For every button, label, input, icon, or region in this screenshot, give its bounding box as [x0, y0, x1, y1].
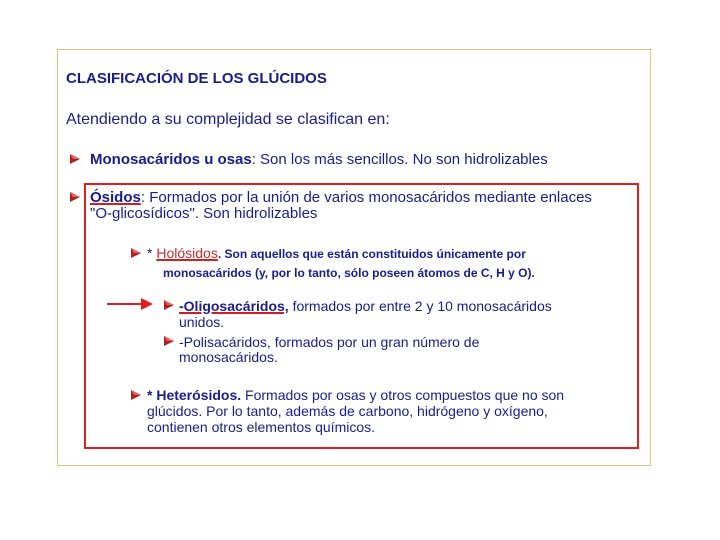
bullet-icon	[131, 390, 141, 400]
monosacaridos-term: Monosacáridos u osas	[90, 151, 252, 168]
polisacaridos-line1: -Polisacáridos, formados por un gran número de	[179, 334, 480, 350]
osidos-desc-line1: : Formados por la unión de varios monosacáridos mediante enlaces	[140, 189, 592, 206]
oligosacaridos-desc-line2: unidos.	[179, 314, 225, 330]
bullet-icon	[164, 336, 174, 346]
oligosacaridos-desc-line1: formados por entre 2 y 10 monosacáridos	[288, 298, 552, 314]
osidos-desc-line2: "O-glicosídicos". Son hidrolizables	[90, 205, 318, 222]
heterosidos-item	[147, 387, 564, 403]
heterosidos-line2: glúcidos. Por lo tanto, además de carbono, hidrógeno y oxígeno,	[147, 403, 548, 419]
monosacaridos-desc: : Son los más sencillos. No son hidrolizables	[251, 151, 548, 168]
holosidos-star: *	[147, 245, 157, 261]
polisacaridos-line2: monosacáridos.	[179, 349, 278, 365]
holosidos-term: Holósidos	[156, 245, 218, 261]
osidos-item	[90, 189, 592, 206]
holosidos-desc-line1: . Son aquellos que están constituidos únicamente por	[217, 247, 526, 261]
oligosacaridos-term: -Oligosacáridos,	[179, 298, 289, 314]
bullet-icon	[164, 300, 174, 310]
monosacaridos-item	[90, 151, 548, 168]
page-title: CLASIFICACIÓN DE LOS GLÚCIDOS	[66, 70, 327, 87]
heterosidos-desc-line1: Formados por osas y otros compuestos que no son	[241, 387, 565, 403]
holosidos-desc-line2: monosacáridos (y, por lo tanto, sólo poseen átomos de C, H y O).	[163, 266, 535, 280]
bullet-icon	[70, 154, 80, 164]
arrow-right-icon	[107, 297, 153, 311]
bullet-icon	[70, 192, 80, 202]
osidos-term: Ósidos	[90, 189, 141, 206]
holosidos-item	[147, 245, 526, 261]
heterosidos-term: * Heterósidos.	[147, 387, 242, 403]
intro-text: Atendiendo a su complejidad se clasifican en:	[66, 111, 390, 128]
bullet-icon	[131, 248, 141, 258]
oligosacaridos-item	[179, 298, 552, 314]
heterosidos-line3: contienen otros elementos químicos.	[147, 419, 376, 435]
